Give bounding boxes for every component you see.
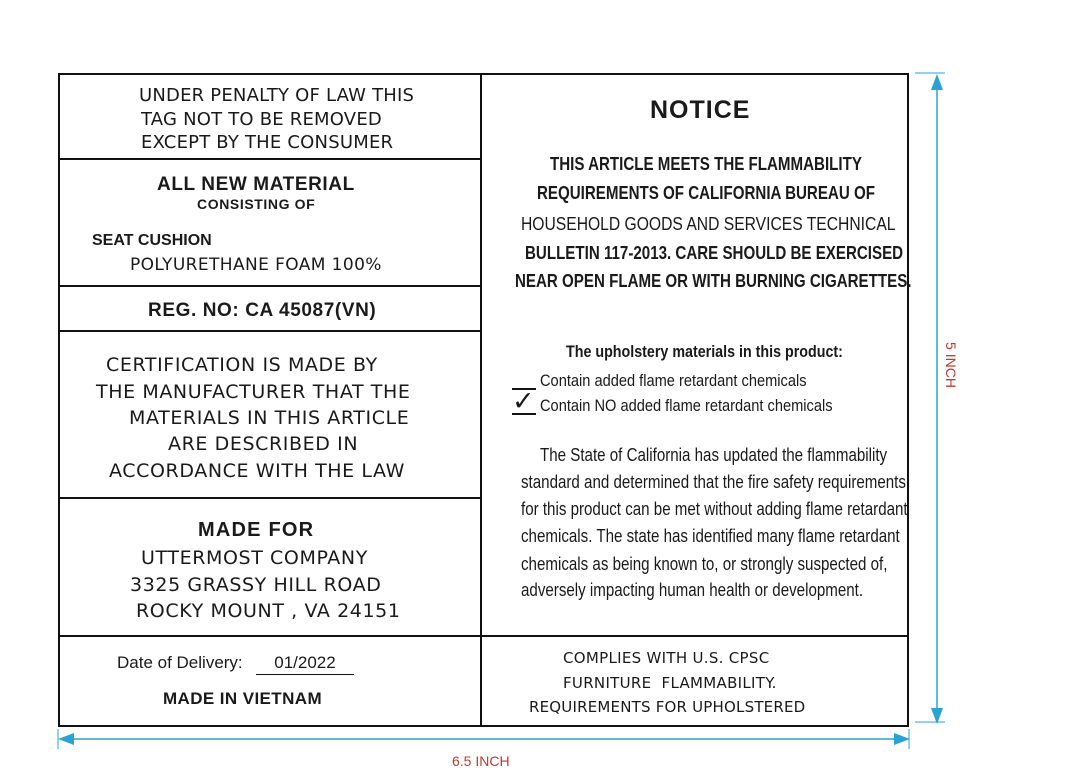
option-added-label: Contain added flame retardant chemicals xyxy=(540,371,807,390)
width-label: 6.5 INCH xyxy=(452,753,510,769)
checkmark-icon: ✓ xyxy=(512,386,535,417)
cpsc-line-1: COMPLIES WITH U.S. CPSC xyxy=(563,649,770,667)
penalty-line-2: TAG NOT TO BE REMOVED xyxy=(141,109,382,130)
made-for-title: MADE FOR xyxy=(198,519,315,541)
company-name: UTTERMOST COMPANY xyxy=(141,547,368,569)
article-line-2: REQUIREMENTS OF CALIFORNIA BUREAU OF xyxy=(537,183,875,203)
certification-line-4: ARE DESCRIBED IN xyxy=(168,433,359,455)
delivery-label: Date of Delivery: xyxy=(117,653,243,672)
state-line-1: The State of California has updated the flammability xyxy=(540,445,888,465)
notice-title: NOTICE xyxy=(650,96,751,124)
penalty-line-3: EXCEPT BY THE CONSUMER xyxy=(141,132,394,153)
seat-cushion-label: SEAT CUSHION xyxy=(92,232,212,249)
state-line-6: adversely impacting human health or development. xyxy=(521,580,864,600)
certification-line-3: MATERIALS IN THIS ARTICLE xyxy=(129,407,410,429)
made-in-label: MADE IN VIETNAM xyxy=(163,689,322,708)
material-title: ALL NEW MATERIAL xyxy=(157,174,355,195)
article-line-1: THIS ARTICLE MEETS THE FLAMMABILITY xyxy=(550,154,862,174)
state-line-5: chemicals as being known to, or strongly suspected of, xyxy=(521,554,888,574)
cpsc-line-3: REQUIREMENTS FOR UPHOLSTERED xyxy=(529,698,806,716)
height-dimension-line xyxy=(915,73,945,724)
certification-line-1: CERTIFICATION IS MADE BY xyxy=(106,354,378,376)
penalty-line-1: UNDER PENALTY OF LAW THIS xyxy=(139,85,415,106)
width-dimension-line xyxy=(58,729,910,749)
certification-line-5: ACCORDANCE WITH THE LAW xyxy=(109,460,405,482)
article-line-4: BULLETIN 117-2013. CARE SHOULD BE EXERCISED xyxy=(525,243,904,263)
consisting-of: CONSISTING OF xyxy=(197,196,316,212)
cpsc-line-2: FURNITURE FLAMMABILITY. xyxy=(563,674,777,692)
option-no-added-label: Contain NO added flame retardant chemicals xyxy=(540,396,833,415)
company-city: ROCKY MOUNT , VA 24151 xyxy=(136,600,401,622)
registration-number: REG. NO: CA 45087(VN) xyxy=(148,300,377,321)
article-line-5: NEAR OPEN FLAME OR WITH BURNING CIGARETTES. xyxy=(515,271,912,291)
height-label: 5 INCH xyxy=(942,342,959,388)
delivery-date-field: 01/2022 xyxy=(256,653,354,675)
state-line-3: for this product can be met without adding flame retardant xyxy=(521,499,908,519)
foam-composition: POLYURETHANE FOAM 100% xyxy=(130,255,382,275)
article-line-3: HOUSEHOLD GOODS AND SERVICES TECHNICAL xyxy=(521,214,896,234)
state-line-2: standard and determined that the fire safety requirements xyxy=(521,472,906,492)
company-street: 3325 GRASSY HILL ROAD xyxy=(130,574,382,596)
certification-line-2: THE MANUFACTURER THAT THE xyxy=(96,381,411,403)
upholstery-heading: The upholstery materials in this product: xyxy=(566,342,843,361)
state-line-4: chemicals. The state has identified many flame retardant xyxy=(521,526,900,546)
